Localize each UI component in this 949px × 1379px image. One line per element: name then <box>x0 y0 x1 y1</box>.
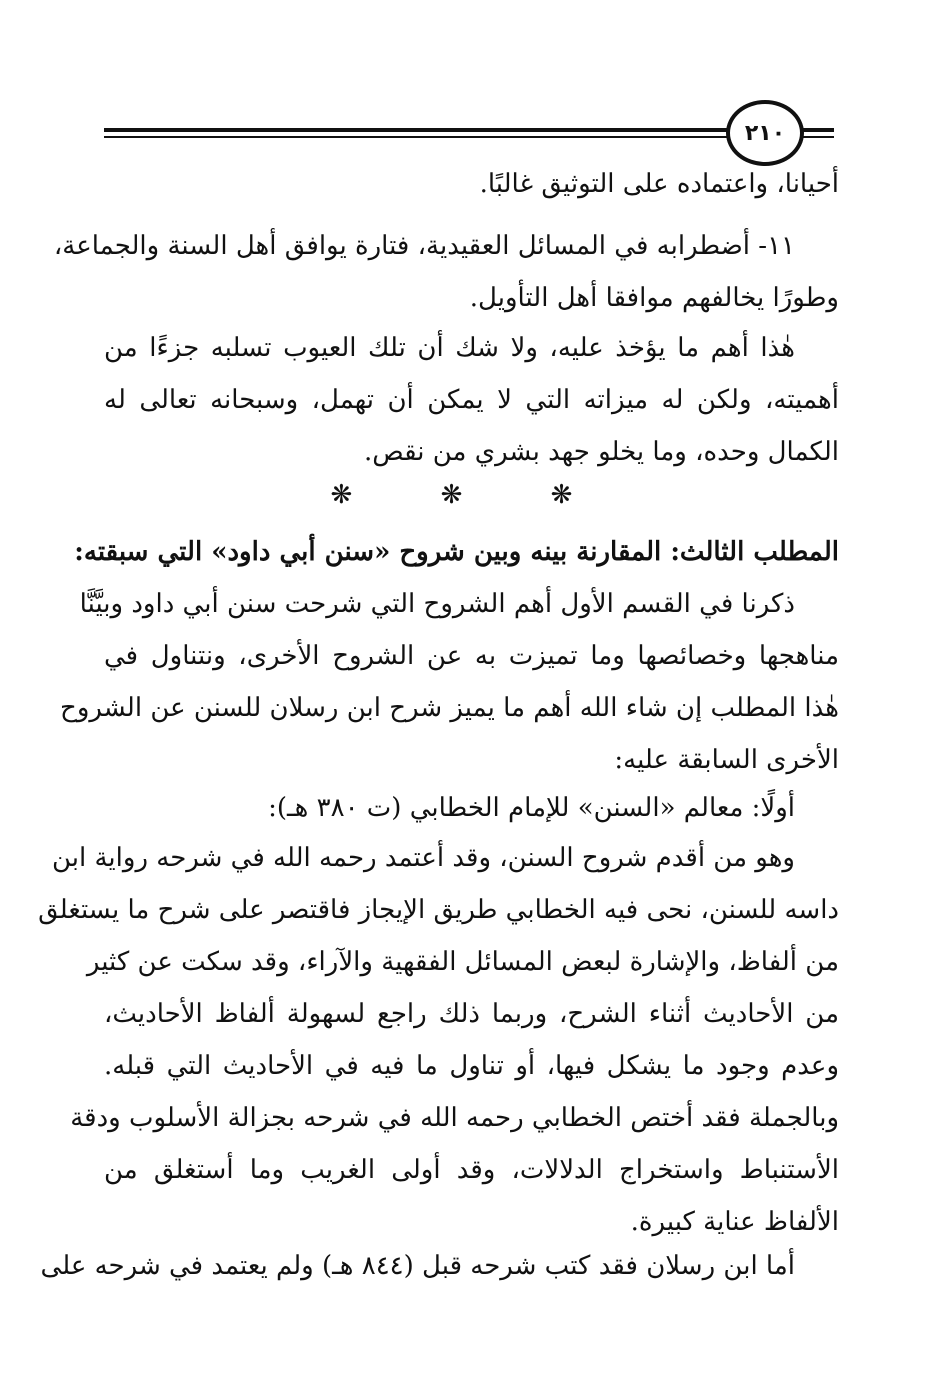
text-line: ١١- أضطرابه في المسائل العقيدية، فتارة يوافق أهل السنة والجماعة، <box>53 231 795 261</box>
text-line: من ألفاظ، والإشارة لبعض المسائل الفقهية والآراء، وقد سكت عن كثير <box>86 947 839 977</box>
text-line: الألفاظ عناية كبيرة. <box>630 1207 839 1237</box>
text-line: هٰذا المطلب إن شاء الله أهم ما يميز شرح ابن رسلان للسنن عن الشروح <box>60 693 839 723</box>
header-rule-thin <box>104 136 834 138</box>
paragraph-5 <box>104 782 839 834</box>
text-line: وعدم وجود ما يشكل فيها، أو تناول ما فيه في الأحاديث التي قبله. <box>104 1051 839 1081</box>
text-line: وهو من أقدم شروح السنن، وقد أعتمد رحمه الله في شرحه رواية ابن <box>51 843 795 873</box>
section-separator: ❋ ❋ ❋ <box>330 480 613 510</box>
subheading-text: أولًا: معالم «السنن» للإمام الخطابي (ت ٣٨٠ هـ): <box>268 793 795 823</box>
text-line: وبالجملة فقد أختص الخطابي رحمه الله في شرحه بجزالة الأسلوب ودقة <box>70 1103 839 1133</box>
paragraph-7 <box>40 1240 839 1292</box>
text-line: الكمال وحده، وما يخلو جهد بشري من نقص. <box>363 437 839 467</box>
text-line: ذكرنا في القسم الأول أهم الشروح التي شرحت سنن أبي داود وبيَّنَّا <box>79 589 795 619</box>
paragraph-3 <box>104 322 839 478</box>
text-line: هٰذا أهم ما يؤخذ عليه، ولا شك أن تلك العيوب تسلبه جزءًا من <box>104 333 795 363</box>
page-number: ٢١٠ <box>744 120 786 146</box>
text-line: الأستنباط واستخراج الدلالات، وقد أولى الغريب وما أستغلق من <box>104 1155 839 1185</box>
text-line: مناهجها وخصائصها وما تميزت به عن الشروح الأخرى، ونتناول في <box>104 641 839 671</box>
paragraph-4 <box>60 578 839 786</box>
header-rule-thick <box>104 128 834 132</box>
text-line: داسه للسنن، نحى فيه الخطابي طريق الإيجاز فاقتصر على شرح ما يستغلق <box>38 895 839 925</box>
text-line: أحيانا، واعتماده على التوثيق غالبًا. <box>479 169 839 199</box>
section-heading-text: المطلب الثالث: المقارنة بينه وبين شروح «سنن أبي داود» التي سبقته: <box>74 537 839 567</box>
paragraph-2 <box>53 220 839 324</box>
text-line: أما ابن رسلان فقد كتب شرحه قبل (٨٤٤ هـ) ولم يعتمد في شرحه على <box>40 1251 795 1281</box>
section-heading <box>74 526 839 578</box>
text-line: أهميته، ولكن له ميزاته التي لا يمكن أن تهمل، وسبحانه تعالى له <box>104 385 839 415</box>
text-line: الأخرى السابقة عليه: <box>614 745 839 775</box>
text-line: وطورًا يخالفهم موافقا أهل التأويل. <box>469 283 839 313</box>
paragraph-1 <box>104 158 839 210</box>
page-number-badge <box>726 100 804 166</box>
paragraph-6 <box>38 832 839 1248</box>
text-line: من الأحاديث أثناء الشرح، وربما ذلك راجع لسهولة ألفاظ الأحاديث، <box>104 999 839 1029</box>
